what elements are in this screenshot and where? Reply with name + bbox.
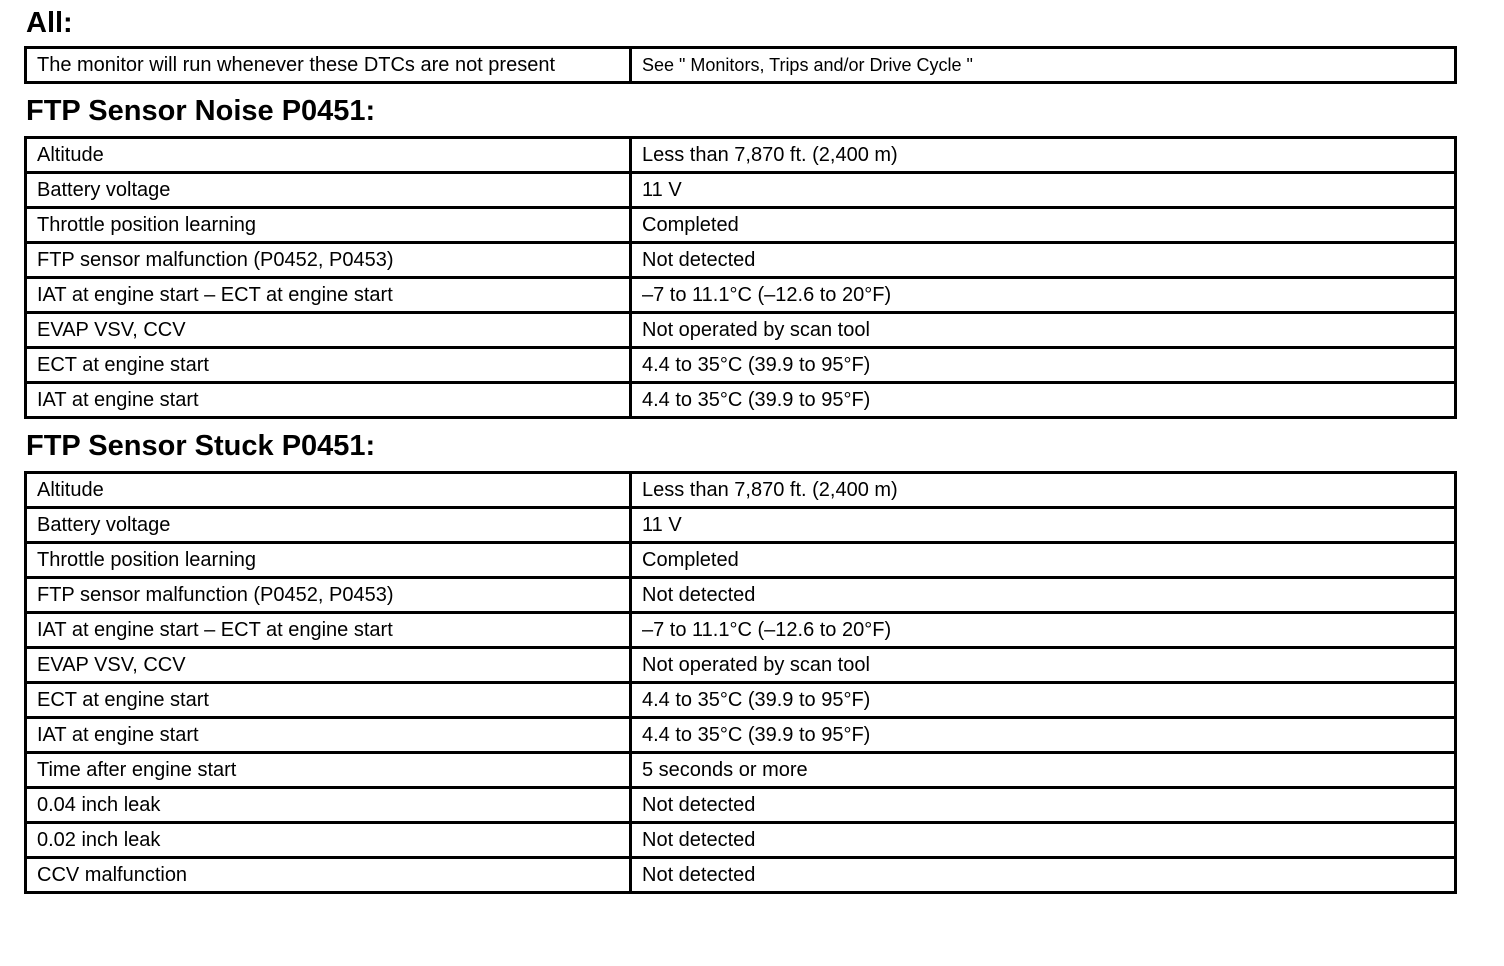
table-row (26, 718, 1456, 753)
condition-cell: Time after engine start (26, 753, 631, 788)
section-title-all: All: (26, 7, 73, 39)
condition-cell: FTP sensor malfunction (P0452, P0453) (26, 243, 631, 278)
condition-cell: IAT at engine start (26, 718, 631, 753)
table-row (26, 578, 1456, 613)
value-cell: 4.4 to 35°C (39.9 to 95°F) (631, 718, 1456, 753)
value-cell: Completed (631, 208, 1456, 243)
table-row (26, 138, 1456, 173)
condition-cell: 0.02 inch leak (26, 823, 631, 858)
value-cell: Completed (631, 543, 1456, 578)
value-cell: 4.4 to 35°C (39.9 to 95°F) (631, 348, 1456, 383)
value-cell: 4.4 to 35°C (39.9 to 95°F) (631, 683, 1456, 718)
table-row (26, 173, 1456, 208)
value-cell: Not detected (631, 243, 1456, 278)
value-cell: Not detected (631, 823, 1456, 858)
value-cell: Less than 7,870 ft. (2,400 m) (631, 473, 1456, 508)
value-cell: 5 seconds or more (631, 753, 1456, 788)
value-cell: Not detected (631, 788, 1456, 823)
condition-cell: Throttle position learning (26, 543, 631, 578)
condition-cell: IAT at engine start – ECT at engine start (26, 613, 631, 648)
document-page (24, 0, 1457, 894)
table-row (26, 788, 1456, 823)
value-cell: See " Monitors, Trips and/or Drive Cycle " (631, 48, 1456, 83)
table-row (26, 823, 1456, 858)
table-row (26, 48, 1456, 83)
condition-cell: Throttle position learning (26, 208, 631, 243)
value-cell: Not detected (631, 858, 1456, 893)
table-row (26, 208, 1456, 243)
table-row (26, 683, 1456, 718)
value-cell: Not operated by scan tool (631, 313, 1456, 348)
value-cell: Not operated by scan tool (631, 648, 1456, 683)
condition-cell: EVAP VSV, CCV (26, 313, 631, 348)
table-row (26, 508, 1456, 543)
table-row (26, 648, 1456, 683)
condition-cell: ECT at engine start (26, 683, 631, 718)
table-row (26, 858, 1456, 893)
table-row (26, 243, 1456, 278)
condition-cell: IAT at engine start – ECT at engine start (26, 278, 631, 313)
condition-cell: Altitude (26, 138, 631, 173)
table-row (26, 543, 1456, 578)
condition-cell: IAT at engine start (26, 383, 631, 418)
condition-cell: FTP sensor malfunction (P0452, P0453) (26, 578, 631, 613)
value-cell: 11 V (631, 508, 1456, 543)
condition-cell: The monitor will run whenever these DTCs are not present (26, 48, 631, 83)
conditions-table-all (24, 46, 1457, 84)
section-title-ftp-sensor-noise: FTP Sensor Noise P0451: (26, 95, 376, 127)
condition-cell: Battery voltage (26, 508, 631, 543)
table-row (26, 348, 1456, 383)
condition-cell: ECT at engine start (26, 348, 631, 383)
table-row (26, 753, 1456, 788)
condition-cell: CCV malfunction (26, 858, 631, 893)
condition-cell: EVAP VSV, CCV (26, 648, 631, 683)
value-cell: Not detected (631, 578, 1456, 613)
table-row (26, 383, 1456, 418)
table-row (26, 613, 1456, 648)
value-cell: –7 to 11.1°C (–12.6 to 20°F) (631, 613, 1456, 648)
table-row (26, 278, 1456, 313)
value-cell: –7 to 11.1°C (–12.6 to 20°F) (631, 278, 1456, 313)
table-row (26, 313, 1456, 348)
value-cell: 4.4 to 35°C (39.9 to 95°F) (631, 383, 1456, 418)
table-row (26, 473, 1456, 508)
conditions-table-ftp-sensor-noise (24, 136, 1457, 419)
condition-cell: Battery voltage (26, 173, 631, 208)
condition-cell: Altitude (26, 473, 631, 508)
conditions-table-ftp-sensor-stuck (24, 471, 1457, 894)
condition-cell: 0.04 inch leak (26, 788, 631, 823)
value-cell: 11 V (631, 173, 1456, 208)
section-title-ftp-sensor-stuck: FTP Sensor Stuck P0451: (26, 430, 376, 462)
value-cell: Less than 7,870 ft. (2,400 m) (631, 138, 1456, 173)
